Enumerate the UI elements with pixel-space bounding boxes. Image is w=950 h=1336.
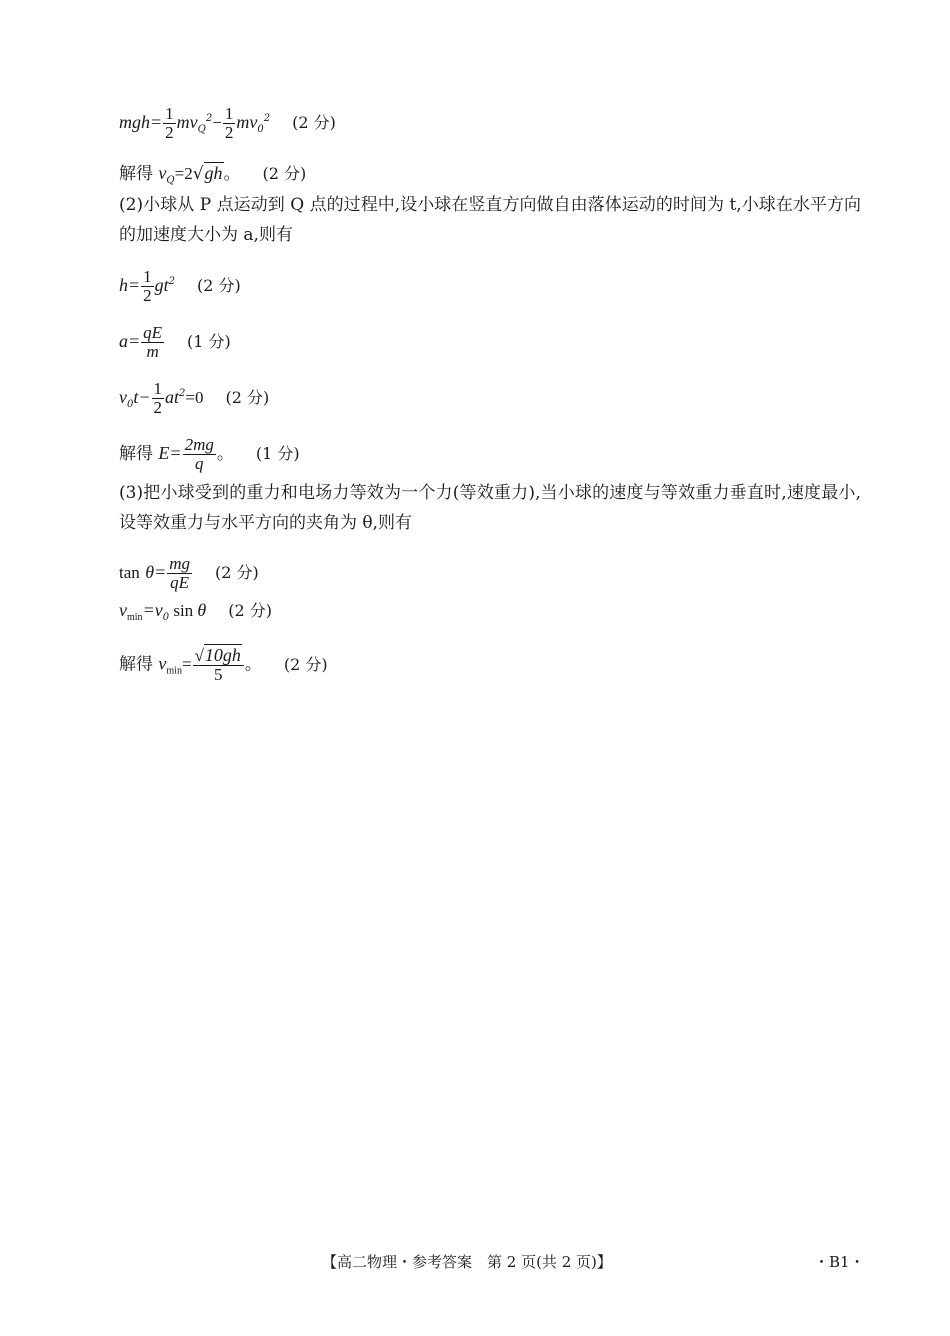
result-vq: 解得 $v_Q=2√gh$。 (2 分) [119,163,307,186]
fraction: $\frac{qE}{m}$ [143,323,163,361]
paragraph-part2: (2)小球从 P 点运动到 Q 点的过程中,设小球在竖直方向做自由落体运动的时间为 t,小球在水平方向的加速度大小为 a,则有 [119,195,861,245]
equation-fall: h= $\frac{1}{2}$ $gt^2$ (2 分) [119,267,241,305]
fraction: $\frac{1}{2}$ [153,379,163,417]
equation-energy: mgh= $\frac{1}{2}$ $mv_Q^2-$ $\frac{1}{2}$ $mv_0^2$ (2 分) [119,104,336,142]
fraction: $\frac{mg}{qE}$ [169,554,190,592]
equation-vmin: $v_{min}=v_0$ sin θ (2 分) [119,600,273,623]
fraction: $\frac{1}{2}$ [143,267,152,305]
result-e: 解得 E= $\frac{2mg}{q}$ 。 (1 分) [119,435,300,473]
score: (2 分) [214,563,259,582]
score: (2 分) [228,601,273,620]
score: (2 分) [225,388,270,407]
score: (1 分) [187,332,231,351]
score: (2 分) [283,654,328,674]
equation-accel: a= $\frac{qE}{m}$ (1 分) [119,323,231,361]
fraction: $\frac{1}{2}$ [165,104,174,142]
fraction: $\frac{2mg}{q}$ [184,435,214,473]
score: (2 分) [197,276,241,295]
fraction: $\frac{√10gh}{5}$ [193,646,244,684]
eq-lhs: mgh= [119,112,163,132]
fraction: $\frac{1}{2}$ [224,104,234,142]
page-id: ・B1・ [814,1253,865,1271]
equation-horizontal: $v_0t-$ $\frac{1}{2}$ $at^2=0$ (2 分) [119,379,270,417]
score: (2 分) [262,164,307,183]
score: (1 分) [255,444,300,463]
page-footer: 【高二物理・参考答案 第 2 页(共 2 页)】 [322,1253,612,1271]
score: (2 分) [292,113,336,132]
result-vmin: 解得 $v_{min}=$ $\frac{√10gh}{5}$ 。 (2 分) [119,645,328,684]
paragraph-part3: (3)把小球受到的重力和电场力等效为一个力(等效重力),当小球的速度与等效重力垂直时,速度最小,设等效重力与水平方向的夹角为 θ,则有 [119,483,861,533]
equation-tan: tan θ= $\frac{mg}{qE}$ (2 分) [119,554,259,592]
